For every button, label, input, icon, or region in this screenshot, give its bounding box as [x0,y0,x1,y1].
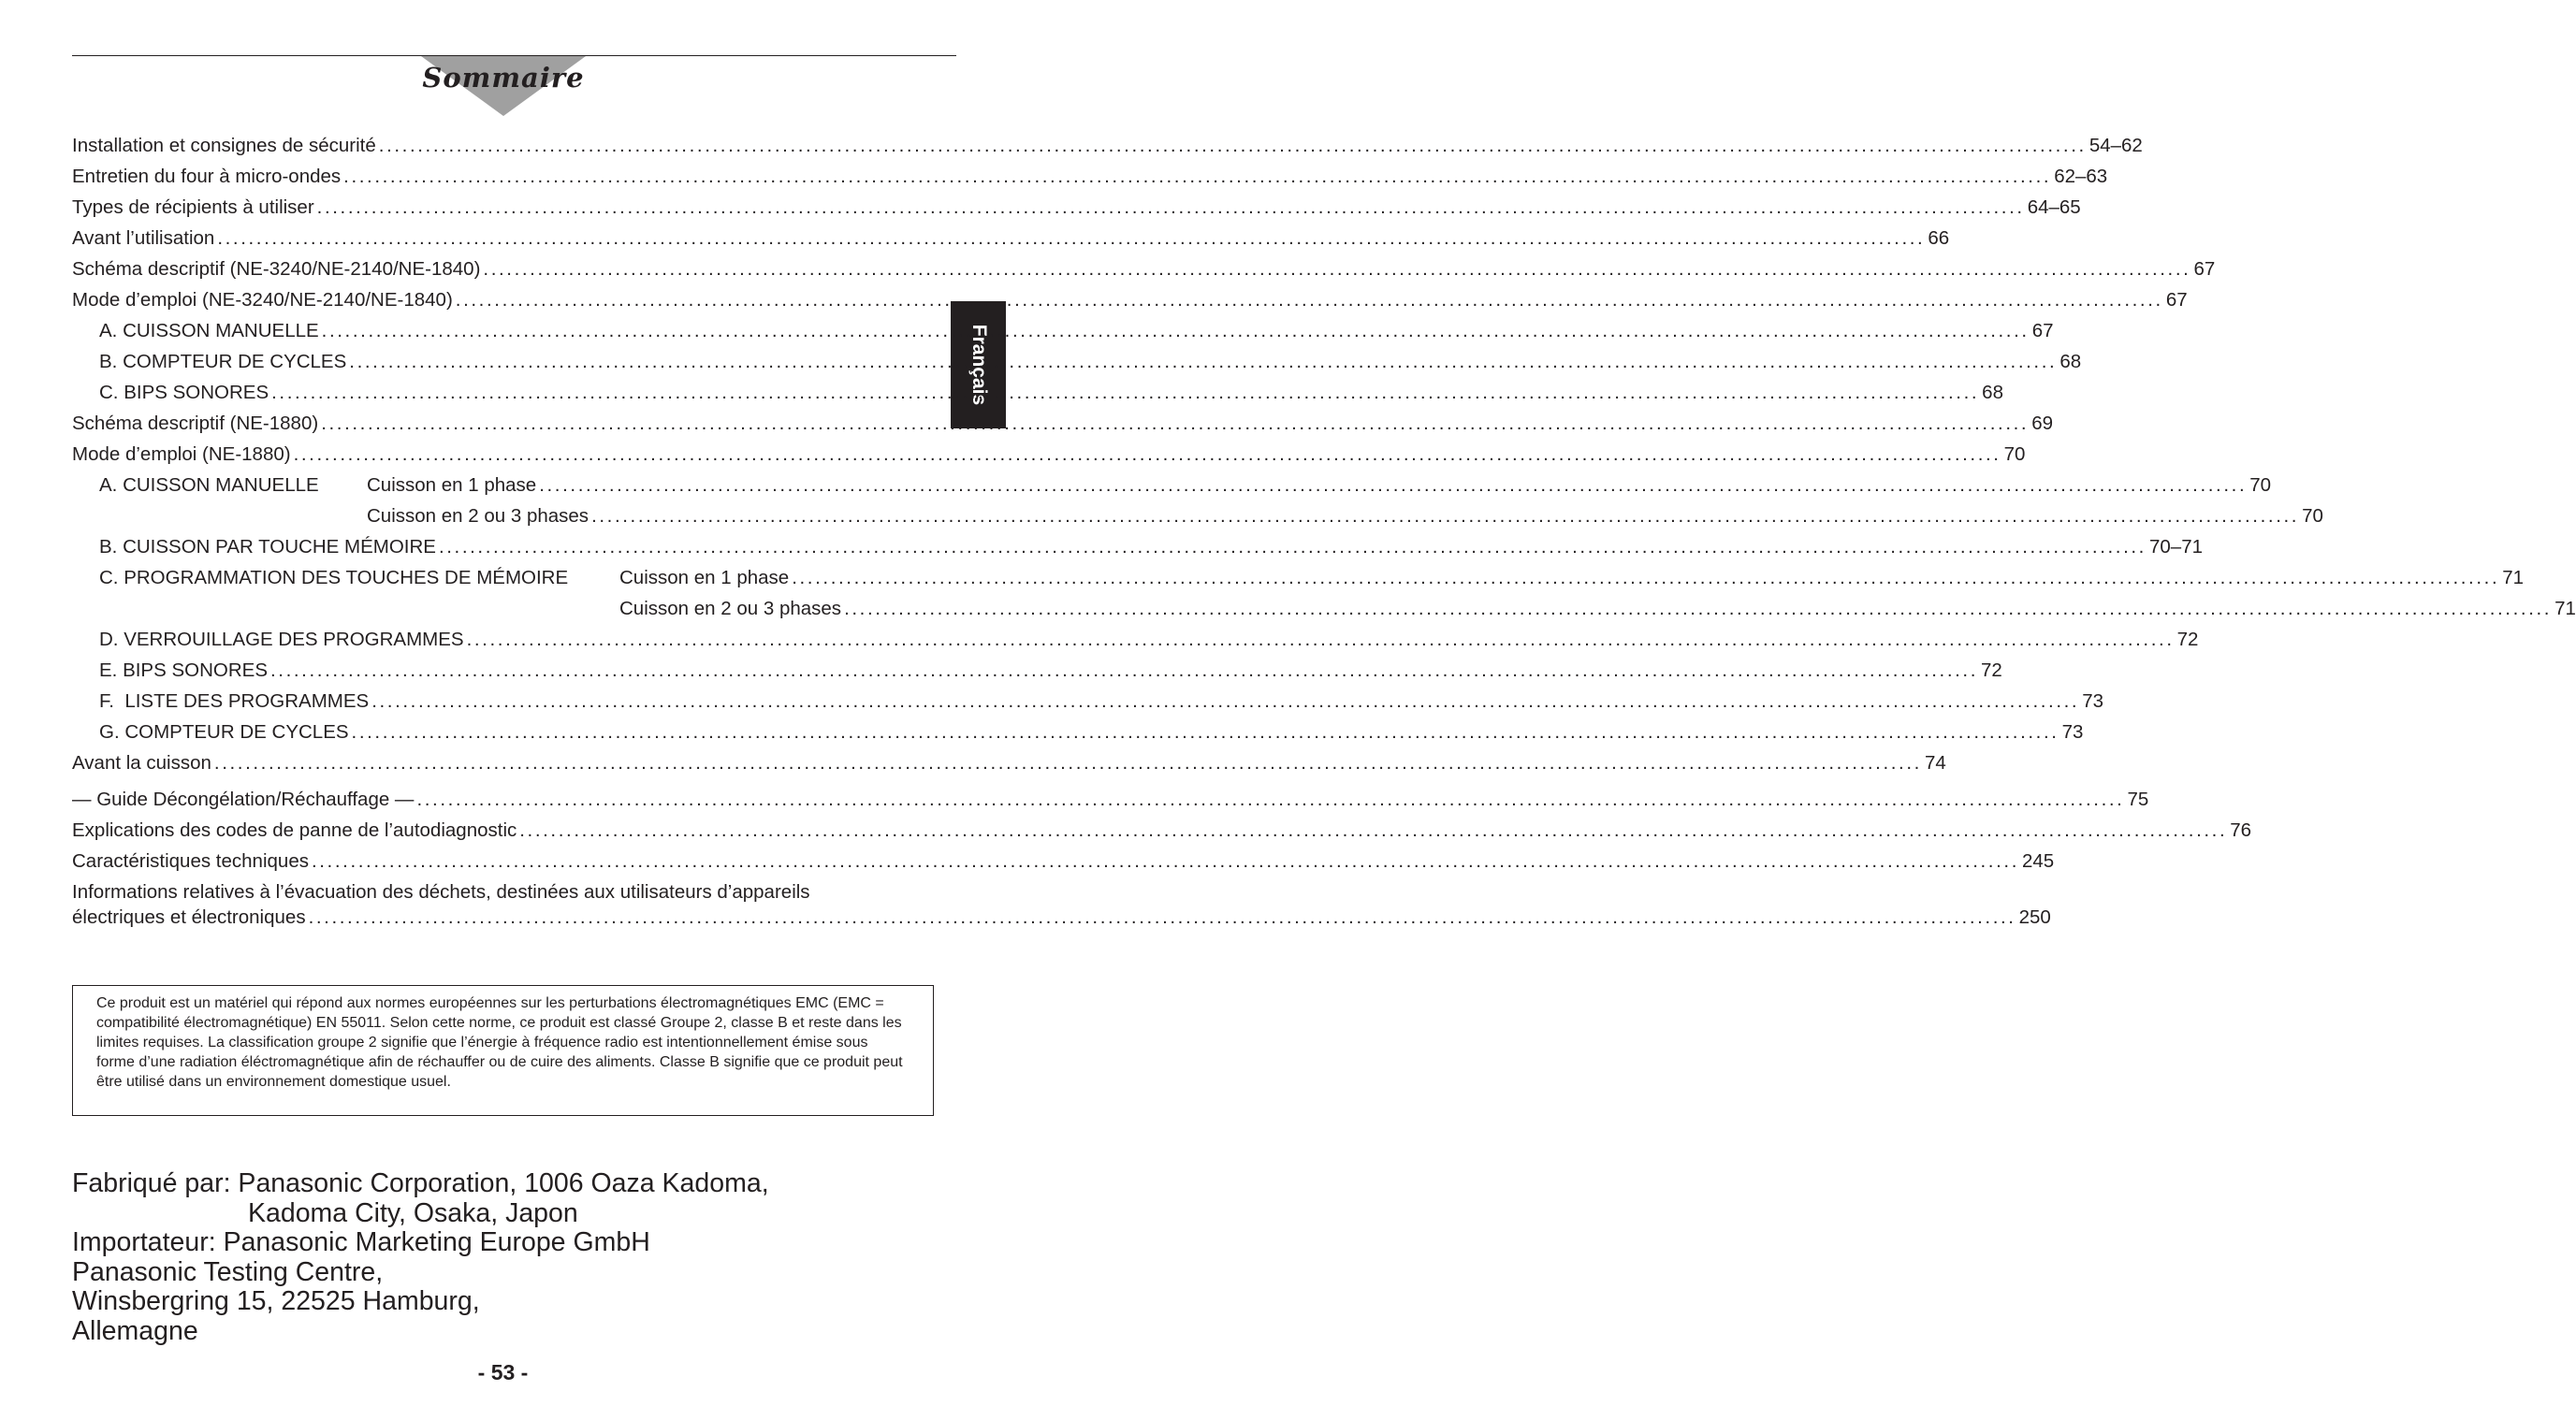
page-title: Sommaire [422,62,585,94]
importer-line: Panasonic Testing Centre, [72,1256,384,1287]
toc-label: Schéma descriptif (NE-3240/NE-2140/NE-1840) [72,258,481,280]
toc-page: 71 [2502,567,2525,588]
toc-label: Installation et consignes de sécurité [72,135,376,156]
toc-leader: ............................................................................................................................................................................................................................ [438,536,2147,558]
toc-label: Mode d’emploi (NE-3240/NE-2140/NE-1840) [72,289,453,311]
toc-leader: ............................................................................................................................................................................................................................ [316,196,2025,218]
toc-label: — Guide Décongélation/Réchauffage — [72,789,415,810]
toc-leader: ............................................................................................................................................................................................................................ [844,598,2553,619]
toc-page: 68 [2059,351,2082,372]
toc-page: 62–63 [2054,166,2108,187]
toc-leader: ............................................................................................................................................................................................................................ [455,289,2163,311]
toc-leader: ............................................................................................................................................................................................................................ [371,690,2080,712]
toc-entry [99,688,2104,716]
toc-entry [99,317,2054,345]
toc-entry [99,533,2203,561]
toc-label: D. VERROUILLAGE DES PROGRAMMES [99,629,464,650]
toc-leader: ............................................................................................................................................................................................................................ [271,382,1980,403]
toc-sublabel: Cuisson en 1 phase [367,474,537,496]
toc-leader: ............................................................................................................................................................................................................................ [213,752,1922,774]
toc-page: 70 [2302,505,2323,527]
toc-entry [72,878,934,906]
toc-leader: ............................................................................................................................................................................................................................ [321,320,2030,341]
toc-label: Types de récipients à utiliser [72,196,314,218]
toc-page: 54–62 [2088,135,2143,156]
toc-leader: ............................................................................................................................................................................................................................ [293,443,2001,465]
toc-leader: ............................................................................................................................................................................................................................ [378,135,2087,156]
toc-entry [72,194,2081,222]
importer-line: Winsbergring 15, 22525 Hamburg, [72,1286,480,1316]
toc-sublabel: Cuisson en 2 ou 3 phases [619,598,842,619]
toc-label: B. COMPTEUR DE CYCLES [99,351,347,372]
emc-notice-text: Ce produit est un matériel qui répond aux normes européennes sur les perturbations électromagnétiques EMC (EMC = compatibilité électromagnétique) EN 55011. Selon cette norme, ce produit est classé Groupe 2, classe B et reste dans les limites requises. La classification groupe 2 signifie que l’énergie à fréquence radio est intentionnellement émise sous forme d’une radiation éléctromagnétique afin de réchauffer ou de cuire des aliments. Classe B signifie que ce produit peut être utilisé dans un environnement domestique usuel. [96,995,903,1090]
toc-leader: ............................................................................................................................................................................................................................ [349,351,2058,372]
toc-page: 70 [2003,443,2026,465]
toc-leader: ............................................................................................................................................................................................................................ [321,413,2030,434]
toc-page: 75 [2127,789,2149,810]
toc-page: 67 [2031,320,2054,341]
toc-leader: ............................................................................................................................................................................................................................ [308,906,2016,928]
toc-entry [99,626,2199,654]
page-number: - 53 - [477,1360,529,1384]
toc-leader: ............................................................................................................................................................................................................................ [351,721,2059,743]
toc-page: 66 [1928,227,1950,249]
toc-label: F. LISTE DES PROGRAMMES [99,690,370,712]
toc-page: 70–71 [2148,536,2203,558]
toc-leader: ............................................................................................................................................................................................................................ [311,850,2019,872]
toc-label: Mode d’emploi (NE-1880) [72,443,291,465]
toc-leader: ............................................................................................................................................................................................................................ [483,258,2191,280]
toc-leader: ............................................................................................................................................................................................................................ [539,474,2248,496]
toc-leader: ............................................................................................................................................................................................................................ [591,505,2300,527]
toc-label: Avant la cuisson [72,752,211,774]
toc-entry [72,255,2216,283]
toc-leader: ............................................................................................................................................................................................................................ [217,227,1926,249]
toc-page: 74 [1924,752,1946,774]
toc-leader: ............................................................................................................................................................................................................................ [416,789,2125,810]
toc-label: Caractéristiques techniques [72,850,309,872]
toc-page: 70 [2249,474,2272,496]
toc-entry [72,163,2108,191]
manufacturer-line: Kadoma City, Osaka, Japon [248,1197,578,1228]
toc-entry [72,132,2143,160]
toc-page: 64–65 [2027,196,2081,218]
toc-label: Avant l’utilisation [72,227,215,249]
toc-leader: ............................................................................................................................................................................................................................ [270,659,1979,681]
toc-label: Informations relatives à l’évacuation des déchets, destinées aux utilisateurs d’appareils [72,881,810,903]
toc-entry [72,817,2252,845]
toc-page: 72 [1981,659,2002,681]
toc-entry [72,904,2051,932]
toc-entry [72,786,2149,814]
toc-entry [367,502,2323,530]
toc-label: B. CUISSON PAR TOUCHE MÉMOIRE [99,536,436,558]
toc-sublabel: Cuisson en 2 ou 3 phases [367,505,589,527]
toc-page: 67 [2165,289,2188,311]
toc-entry [99,471,2272,500]
toc-label: A. CUISSON MANUELLE [99,320,319,341]
importer-line: Importateur: Panasonic Marketing Europe GmbH [72,1227,650,1257]
toc-entry [99,379,2003,407]
toc-page: 67 [2193,258,2216,280]
toc-entry [619,595,2576,623]
toc-entry [99,348,2082,376]
toc-label: C. BIPS SONORES [99,382,269,403]
toc-page: 69 [2031,413,2054,434]
toc-page: 71 [2554,598,2576,619]
toc-leader: ............................................................................................................................................................................................................................ [519,819,2228,841]
toc-label: Schéma descriptif (NE-1880) [72,413,319,434]
emc-notice-box [72,985,934,1116]
toc-label: Entretien du four à micro-ondes [72,166,342,187]
toc-page: 76 [2230,819,2252,841]
toc-label: E. BIPS SONORES [99,659,268,681]
toc-entry [99,657,2002,685]
manufacturer-line: Fabriqué par: Panasonic Corporation, 1006 Oaza Kadoma, [72,1168,769,1198]
toc-entry [72,749,1946,777]
toc-entry [72,225,1950,253]
toc-label: Explications des codes de panne de l’autodiagnostic [72,819,517,841]
toc-entry [72,410,2054,438]
toc-page: 250 [2018,906,2051,928]
toc-leader: ............................................................................................................................................................................................................................ [466,629,2175,650]
toc-label: C. PROGRAMMATION DES TOUCHES DE MÉMOIRE [99,567,569,588]
toc-entry [72,848,2055,876]
toc-page: 245 [2022,850,2055,872]
language-tab-label: Français [968,324,990,406]
toc-entry [72,441,2026,469]
toc-page: 73 [2082,690,2104,712]
toc-leader: ............................................................................................................................................................................................................................ [792,567,2500,588]
toc-entry [72,286,2188,314]
toc-label: électriques et électroniques [72,906,306,928]
toc-leader: ............................................................................................................................................................................................................................ [343,166,2052,187]
toc-label: A. CUISSON MANUELLE [99,474,319,496]
toc-entry [99,718,2084,746]
toc-sublabel: Cuisson en 1 phase [619,567,790,588]
importer-line: Allemagne [72,1315,198,1346]
toc-entry [99,564,2525,592]
manufacturer-info [72,1169,769,1346]
toc-page: 68 [1982,382,2003,403]
toc-page: 72 [2176,629,2199,650]
toc-label: G. COMPTEUR DE CYCLES [99,721,349,743]
toc-page: 73 [2061,721,2084,743]
